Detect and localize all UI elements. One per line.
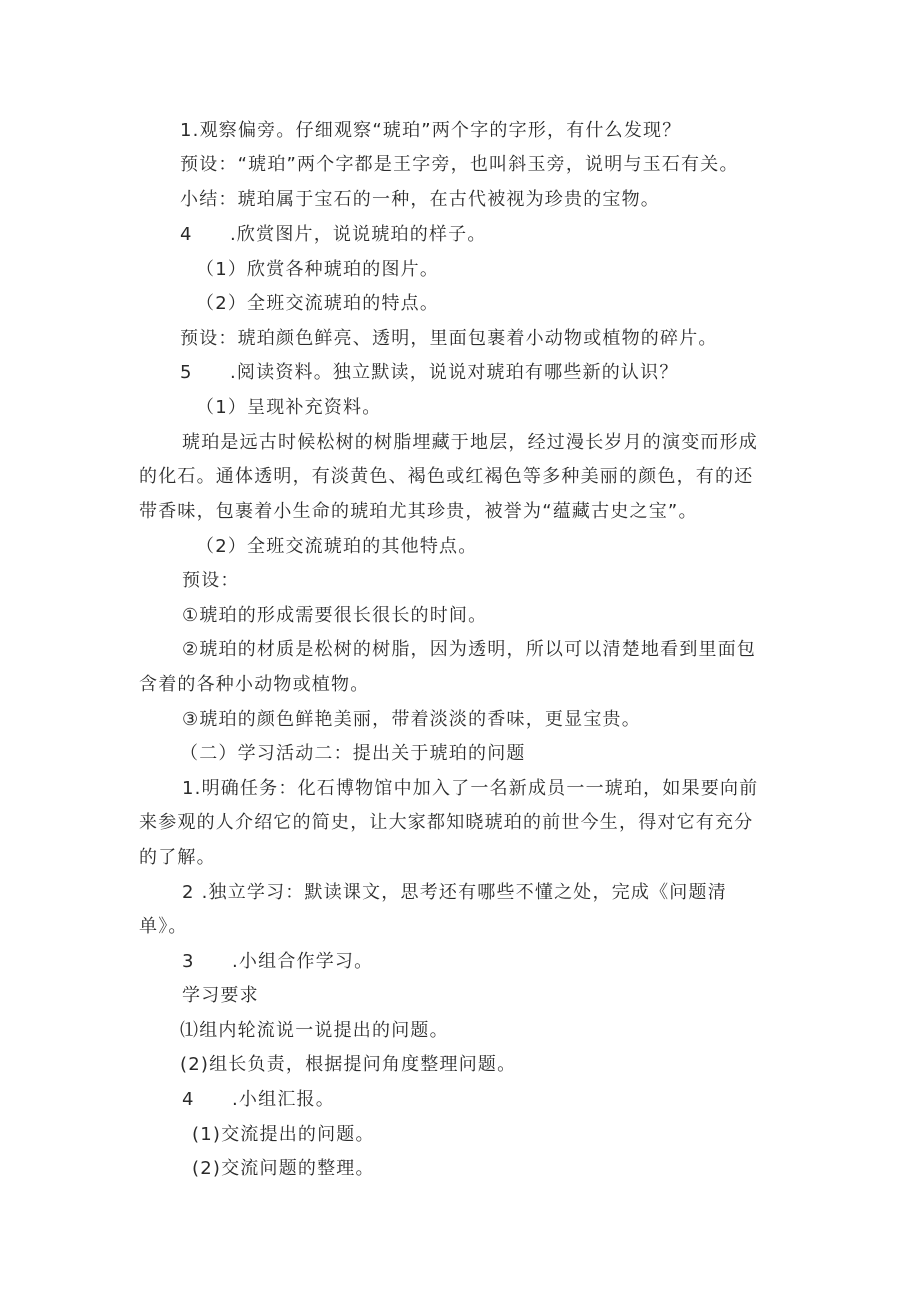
- text-line: (1)交流提出的问题。: [192, 1124, 375, 1145]
- item-text: .欣赏图片，说说琥珀的样子。: [230, 224, 487, 245]
- paragraph-line: 的了解。: [139, 847, 216, 868]
- item-text: .小组汇报。: [232, 1089, 335, 1110]
- paragraph-line: 单》。: [139, 916, 188, 937]
- paragraph-line: 来参观的人介绍它的简史，让大家都知晓琥珀的前世今生，得对它有充分: [139, 812, 754, 833]
- text-line: 预设：琥珀颜色鲜亮、透明，里面包裹着小动物或植物的碎片。: [180, 328, 718, 349]
- text-line: ①琥珀的形成需要很长很长的时间。: [182, 605, 488, 626]
- numbered-item: [180, 360, 679, 386]
- item-text: .阅读资料。独立默读，说说对琥珀有哪些新的认识？: [230, 362, 679, 383]
- numbered-item: [182, 949, 373, 975]
- item-number: 5: [180, 362, 193, 383]
- numbered-item: [180, 222, 487, 248]
- text-line: ⑴组内轮流说一说提出的问题。: [180, 1020, 449, 1041]
- text-line: 预设：“琥珀”两个字都是王字旁，也叫斜玉旁，说明与玉石有关。: [180, 154, 739, 175]
- text-line: 小结：琥珀属于宝石的一种，在古代被视为珍贵的宝物。: [180, 189, 660, 210]
- paragraph-line: ②琥珀的材质是松树的树脂，因为透明，所以可以清楚地看到里面包: [182, 639, 757, 660]
- section-heading: （二）学习活动二：提出关于琥珀的问题: [180, 743, 526, 764]
- numbered-item: [182, 1087, 335, 1113]
- text-line: ③琥珀的颜色鲜艳美丽，带着淡淡的香味，更显宝贵。: [182, 709, 641, 730]
- item-number: 3: [182, 951, 195, 972]
- paragraph-line: 含着的各种小动物或植物。: [139, 674, 370, 695]
- item-text: .小组合作学习。: [232, 951, 374, 972]
- text-line: 预设：: [182, 570, 240, 591]
- paragraph-line: 带香味，包裹着小生命的琥珀尤其珍贵，被誉为“蕴藏古史之宝”。: [139, 501, 698, 522]
- text-line: （1）欣赏各种琥珀的图片。: [196, 259, 440, 280]
- paragraph-line: 的化石。通体透明，有淡黄色、褐色或红褐色等多种美丽的颜色，有的还: [139, 466, 754, 487]
- text-line: （2）全班交流琥珀的其他特点。: [196, 536, 478, 557]
- item-number: 4: [182, 1089, 195, 1110]
- paragraph-line: 1.明确任务：化石博物馆中加入了一名新成员一一琥珀，如果要向前: [182, 778, 759, 799]
- text-line: (2)交流问题的整理。: [192, 1158, 375, 1179]
- paragraph-line: 2 .独立学习：默读课文，思考还有哪些不懂之处，完成《问题清: [182, 882, 727, 903]
- text-line: （2）全班交流琥珀的特点。: [196, 293, 440, 314]
- text-line: 学习要求: [182, 985, 259, 1006]
- paragraph-line: 琥珀是远古时候松树的树脂埋藏于地层，经过漫长岁月的演变而形成: [182, 432, 758, 453]
- text-line: (2)组长负责，根据提问角度整理问题。: [180, 1054, 517, 1075]
- text-line: 1.观察偏旁。仔细观察“琥珀”两个字的字形，有什么发现？: [180, 120, 682, 141]
- item-number: 4: [180, 224, 193, 245]
- text-line: （1）呈现补充资料。: [196, 397, 382, 418]
